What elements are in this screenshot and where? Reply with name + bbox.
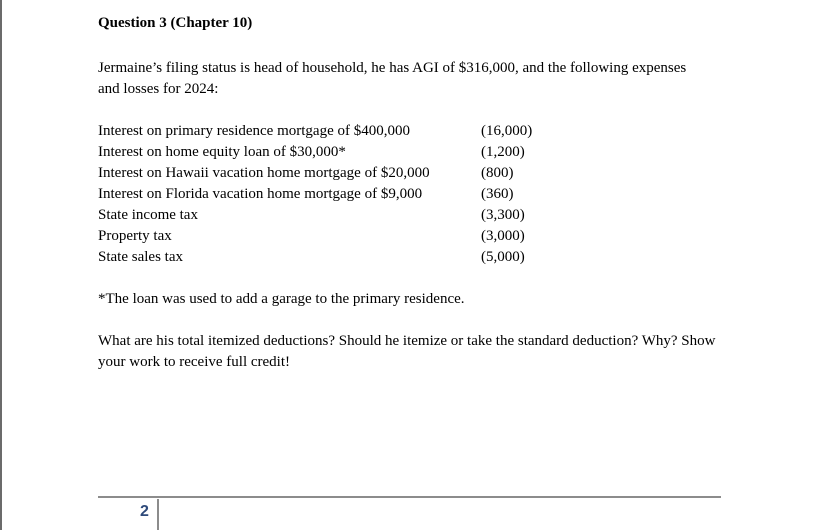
question-intro: Jermaine’s filing status is head of household, he has AGI of $316,000, and the following expenses and losses for 2024: <box>98 60 687 97</box>
expense-amount: (1,200) <box>481 144 525 160</box>
expense-label: State income tax <box>98 207 198 223</box>
loan-footnote: *The loan was used to add a garage to the primary residence. <box>98 291 465 307</box>
question-heading: Question 3 (Chapter 10) <box>98 15 253 31</box>
question-prompt: What are his total itemized deductions? Should he itemize or take the standard deduction? Why? Show your work to receive full credit! <box>98 333 716 370</box>
page-number-divider <box>157 499 159 530</box>
window-left-border <box>0 0 2 530</box>
expense-amount: (3,300) <box>481 207 525 223</box>
expense-label: Property tax <box>98 228 172 244</box>
footer-divider <box>98 496 721 498</box>
page-number: 2 <box>140 503 149 520</box>
expense-amount: (16,000) <box>481 123 533 139</box>
expense-label: State sales tax <box>98 249 183 265</box>
document-page <box>98 0 738 530</box>
expense-amount: (800) <box>481 165 514 181</box>
expense-amount: (5,000) <box>481 249 525 265</box>
expense-amount: (3,000) <box>481 228 525 244</box>
expense-label: Interest on primary residence mortgage of $400,000 <box>98 123 410 139</box>
expense-label: Interest on Florida vacation home mortgage of $9,000 <box>98 186 423 202</box>
expense-amount: (360) <box>481 186 514 202</box>
expense-label: Interest on home equity loan of $30,000* <box>98 144 346 160</box>
expense-label: Interest on Hawaii vacation home mortgage of $20,000 <box>98 165 430 181</box>
